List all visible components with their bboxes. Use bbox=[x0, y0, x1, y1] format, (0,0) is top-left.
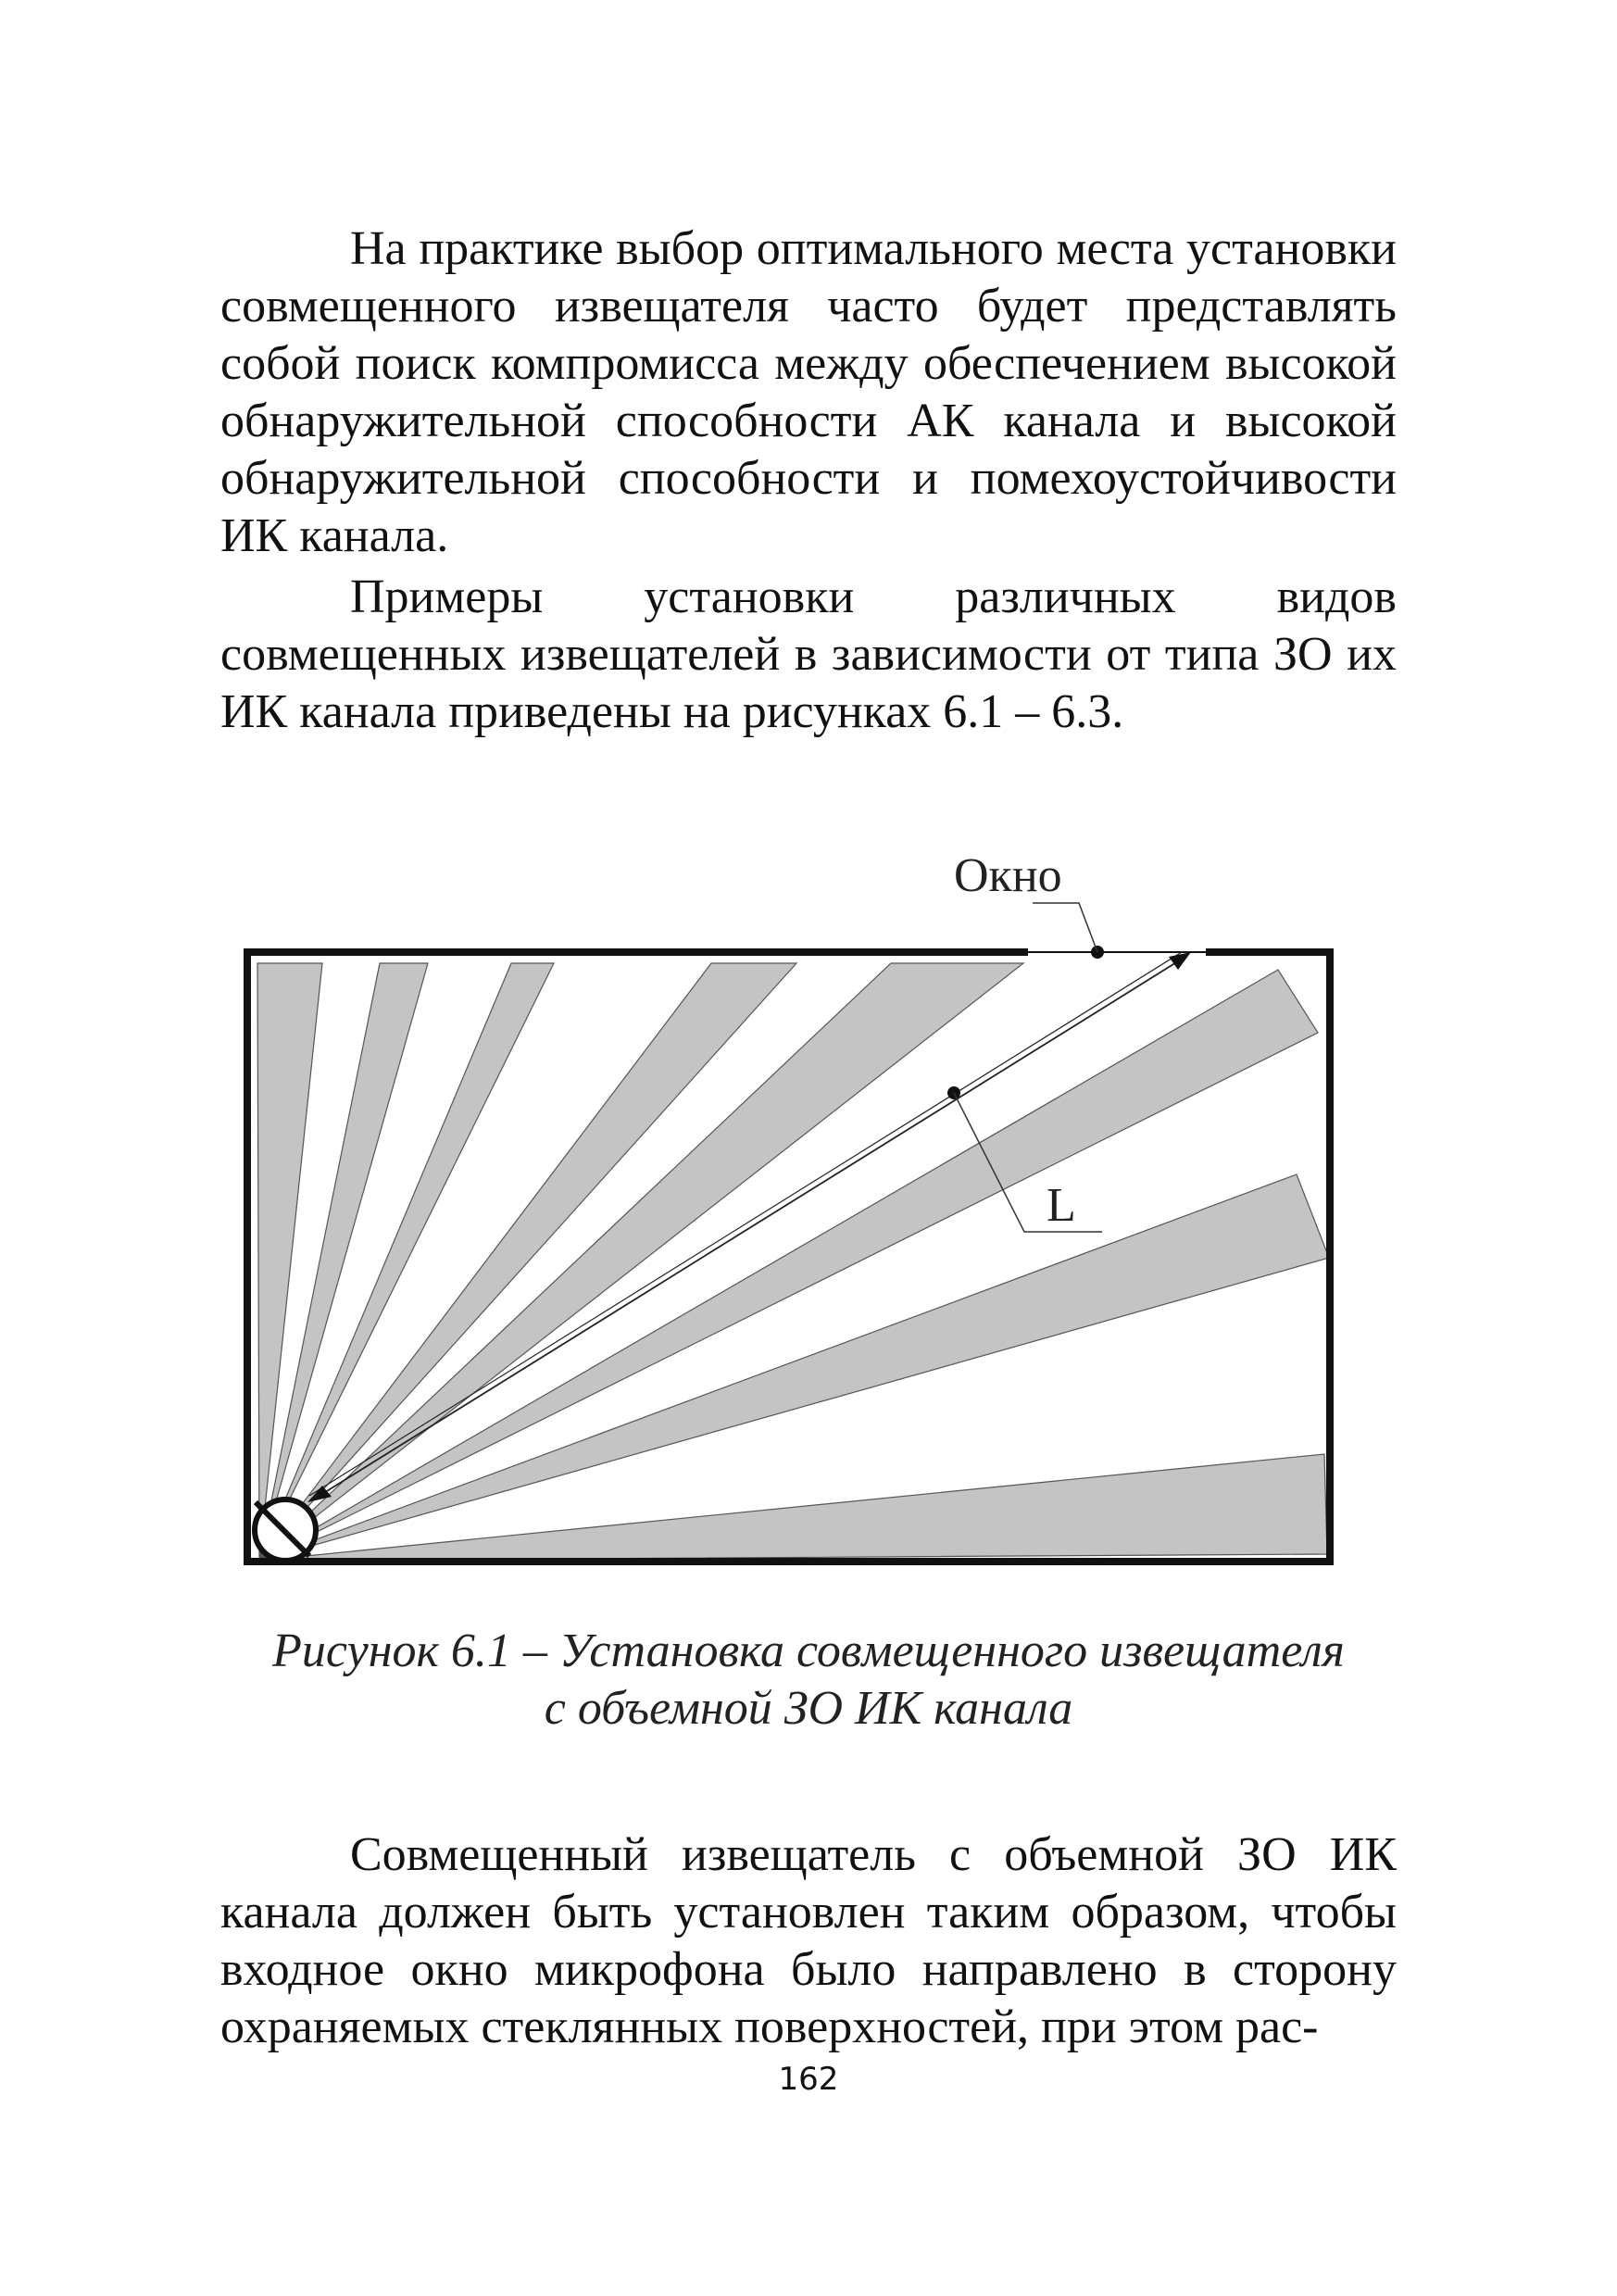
distance-label: L bbox=[1047, 1179, 1076, 1232]
detector-icon bbox=[255, 1499, 316, 1561]
paragraph-1: На практике выбор оптимального места установки совмещенного извещателя часто будет представлять собой поиск компромисса между обеспечением высокой обнаружительной способности АК канала и высокой обнаружительной способности и помехоустойчивости ИК канала. bbox=[220, 222, 1397, 562]
figure-6-1 bbox=[213, 815, 1417, 1575]
caption-line-1: Рисунок 6.1 – Установка совмещенного извещателя bbox=[272, 1625, 1345, 1677]
caption-line-2: с объемной ЗО ИК канала bbox=[544, 1682, 1073, 1735]
figure-caption bbox=[220, 1623, 1397, 1738]
ir-zone bbox=[257, 963, 322, 1561]
window-leader-line bbox=[1033, 903, 1097, 952]
paragraph-3: Совмещенный извещатель с объемной ЗО ИК канала должен быть установлен таким образом, чтобы входное окно микрофона было направлено в сторону охраняемых стеклянных поверхностей, при этом рас- bbox=[220, 1828, 1397, 2053]
window-label: Окно bbox=[954, 849, 1062, 902]
ir-zones bbox=[257, 963, 1329, 1561]
paragraph-2: Примеры установки различных видов совмещенных извещателей в зависимости от типа ЗО их ИК канала приведены на рисунках 6.1 – 6.3. bbox=[220, 571, 1397, 738]
room-plan-diagram bbox=[213, 815, 1417, 1575]
page-number: 162 bbox=[778, 2061, 839, 2098]
arrowhead-icon bbox=[1169, 952, 1191, 970]
